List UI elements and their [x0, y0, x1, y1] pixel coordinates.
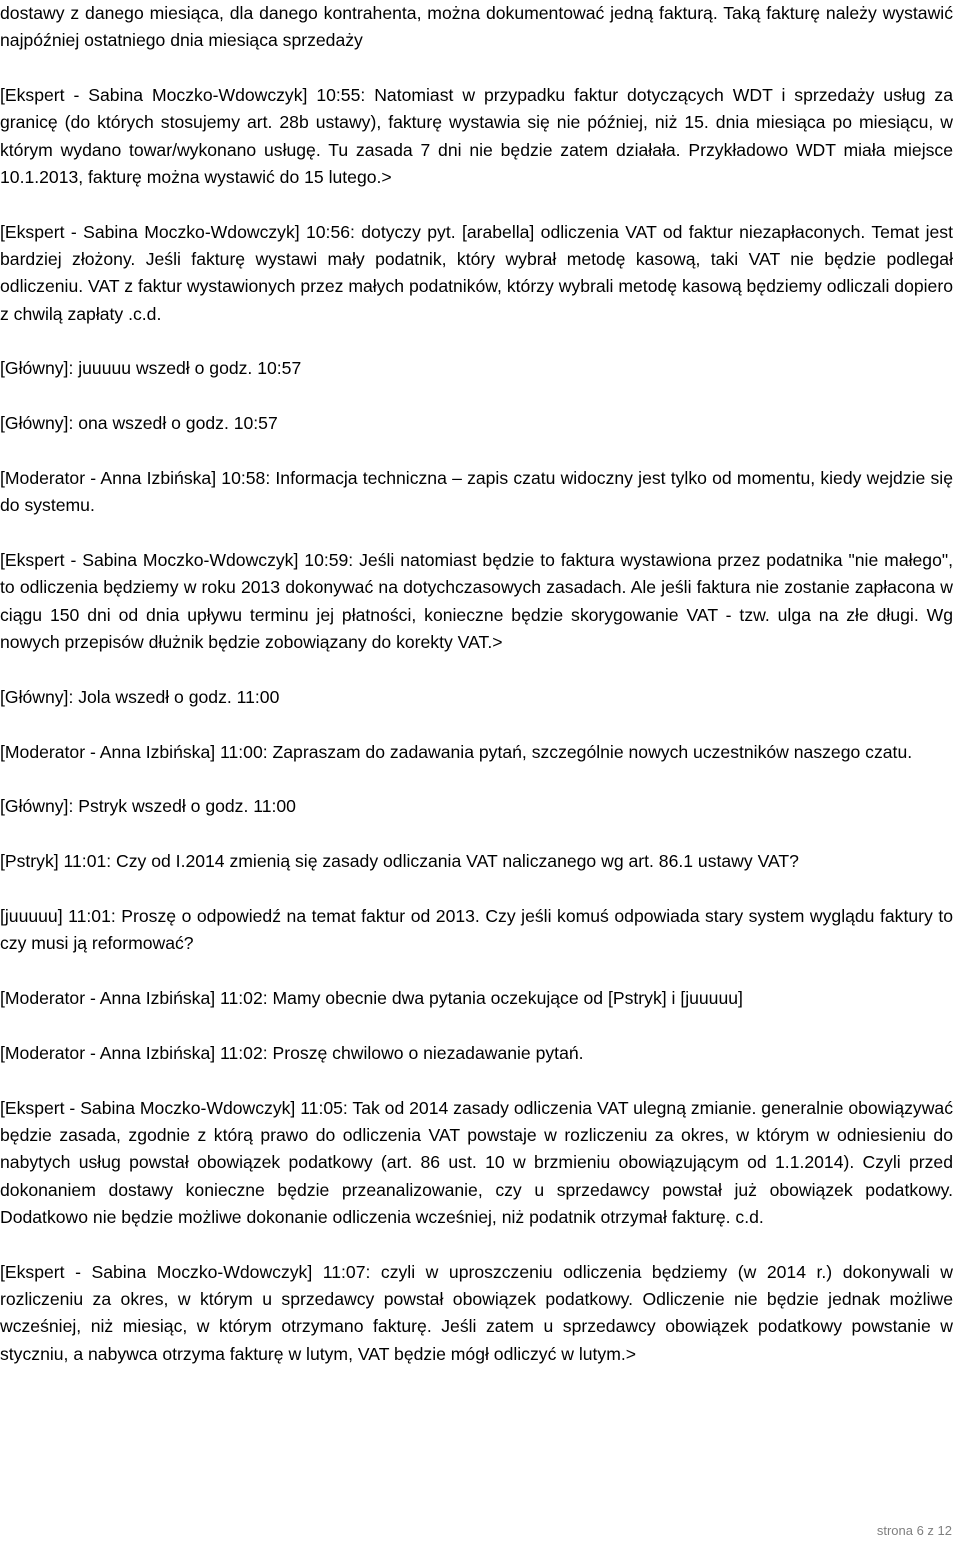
page-number: strona 6 z 12	[876, 1523, 952, 1538]
system-juuuuu-joined: [Główny]: juuuuu wszedł o godz. 10:57	[0, 358, 302, 379]
system-jola-joined: [Główny]: Jola wszedł o godz. 11:00	[0, 686, 280, 707]
message-juuuuu-1101: [juuuuu] 11:01: Proszę o odpowiedź na temat faktur od 2013. Czy jeśli komuś odpowiada stary system wyglądu faktury to czy musi ją reformować?	[0, 906, 953, 954]
system-ona-joined: [Główny]: ona wszedł o godz. 10:57	[0, 413, 278, 434]
message-moderator-1100: [Moderator - Anna Izbińska] 11:00: Zapraszam do zadawania pytań, szczególnie nowych uczestników naszego czatu.	[0, 741, 913, 762]
message-moderator-1102-pause: [Moderator - Anna Izbińska] 11:02: Proszę chwilowo o niezadawanie pytań.	[0, 1042, 584, 1063]
message-moderator-1102-questions: [Moderator - Anna Izbińska] 11:02: Mamy obecnie dwa pytania oczekujące od [Pstryk] i [juuuuu]	[0, 988, 743, 1009]
system-pstryk-joined: [Główny]: Pstryk wszedł o godz. 11:00	[0, 796, 296, 817]
message-expert-1105: [Ekspert - Sabina Moczko-Wdowczyk] 11:05: Tak od 2014 zasady odliczenia VAT ulegną zmianie. generalnie obowiązywać będzie zasada, zgodnie z którą prawo do odliczenia VAT powstaje w rozliczeniu za okres, w którym w odniesieniu do nabytych usług powstał obowiązek podatkowy (art. 86 ust. 10 w brzmieniu obowiązującym od 1.1.2014). Czyli przed dokonaniem dostawy konieczne będzie przeanalizowanie, czy u sprzedawcy powstał już obowiązek podatkowy. Dodatkowo nie będzie możliwe dokonanie odliczenia wcześniej, niż podatnik otrzymał fakturę. c.d.	[0, 1097, 953, 1227]
message-expert-1107: [Ekspert - Sabina Moczko-Wdowczyk] 11:07: czyli w uproszczeniu odliczenia będziemy (w 2014 r.) dokonywali w rozliczeniu za okres, w którym u sprzedawcy powstał obowiązek podatkowy. Odliczenie nie będzie jednak możliwe wcześniej, niż miesiąc, w którym otrzymano fakturę. Jeśli zatem u sprzedawcy obowiązek podatkowy powstanie w styczniu, a nabywca otrzyma fakturę w lutym, VAT będzie mógł odliczyć w lutym.>	[0, 1261, 953, 1364]
message-pstryk-1101: [Pstryk] 11:01: Czy od I.2014 zmienią się zasady odliczania VAT naliczanego wg art. 86.1 ustawy VAT?	[0, 851, 799, 872]
message-expert-1055: [Ekspert - Sabina Moczko-Wdowczyk] 10:55: Natomiast w przypadku faktur dotyczących WDT i sprzedaży usług za granicę (do których stosujemy art. 28b ustawy), fakturę wystawia się nie później, niż 15. dnia miesiąca po miesiącu, w którym wydano towar/wykonano usługę. Tu zasada 7 dni nie będzie zatem działała. Przykładowo WDT miała miejsce 10.1.2013, fakturę można wystawić do 15 lutego.>	[0, 85, 953, 187]
message-expert-1056: [Ekspert - Sabina Moczko-Wdowczyk] 10:56: dotyczy pyt. [arabella] odliczenia VAT od faktur niezapłaconych. Temat jest bardziej złożony. Jeśli fakturę wystawi mały podatnik, który wybrał metodę kasową, taki VAT nie będzie podlegał odliczeniu. VAT z faktur wystawionych przez małych podatników, którzy wybrali metodę kasową będziemy odliczali dopiero z chwilą zapłaty .c.d.	[0, 221, 953, 324]
message-expert-1059: [Ekspert - Sabina Moczko-Wdowczyk] 10:59: Jeśli natomiast będzie to faktura wystawiona przez podatnika "nie małego", to odliczenia będziemy w roku 2013 dokonywać na dotychczasowych zasadach. Ale jeśli faktura nie zostanie zapłacona w ciągu 150 dni od dnia upływu terminu jej płatności, konieczne będzie skorygowanie VAT - tzw. ulga na złe długi. Wg nowych przepisów dłużnik będzie zobowiązany do korekty VAT.>	[0, 550, 953, 653]
message-moderator-1058: [Moderator - Anna Izbińska] 10:58: Informacja techniczna – zapis czatu widoczny jest tylko od momentu, kiedy wejdzie się do systemu.	[0, 468, 953, 516]
paragraph-invoice-deadline: dostawy z danego miesiąca, dla danego kontrahenta, można dokumentować jedną fakturą. Taką fakturę należy wystawić najpóźniej ostatniego dnia miesiąca sprzedaży	[0, 3, 953, 51]
